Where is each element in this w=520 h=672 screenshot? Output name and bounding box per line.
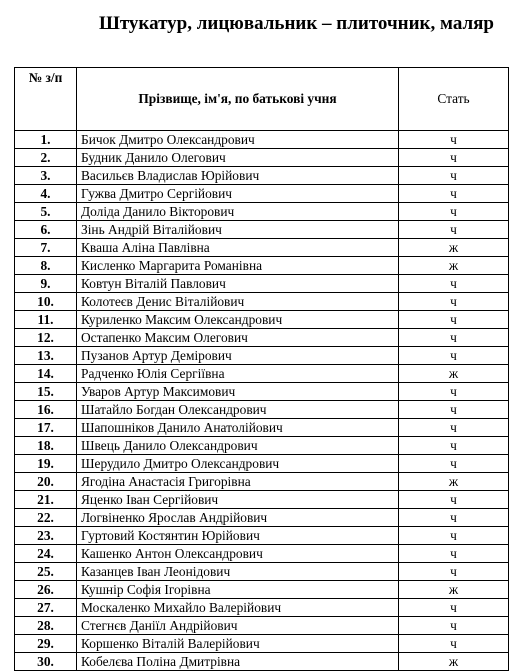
table-row	[15, 221, 509, 239]
table-row	[15, 293, 509, 311]
student-sex: ч	[399, 437, 509, 455]
table-row	[15, 545, 509, 563]
student-name: Гужва Дмитро Сергійович	[77, 185, 399, 203]
student-sex: ч	[399, 527, 509, 545]
table-row	[15, 365, 509, 383]
row-number: 14.	[15, 365, 77, 383]
page-title: Штукатур, лицювальник – плиточник, маляр	[98, 13, 494, 34]
student-sex: ч	[399, 275, 509, 293]
student-sex: ж	[399, 365, 509, 383]
table-row	[15, 581, 509, 599]
header-sex: Стать	[399, 68, 509, 131]
student-name: Ковтун Віталій Павлович	[77, 275, 399, 293]
student-sex: ч	[399, 545, 509, 563]
table-row	[15, 509, 509, 527]
row-number: 22.	[15, 509, 77, 527]
row-number: 24.	[15, 545, 77, 563]
student-name: Кваша Аліна Павлівна	[77, 239, 399, 257]
row-number: 12.	[15, 329, 77, 347]
student-sex: ч	[399, 221, 509, 239]
table-row	[15, 347, 509, 365]
row-number: 6.	[15, 221, 77, 239]
table-row	[15, 131, 509, 149]
student-name: Кисленко Маргарита Романівна	[77, 257, 399, 275]
table-row	[15, 383, 509, 401]
table-row	[15, 257, 509, 275]
table-row	[15, 527, 509, 545]
table-row	[15, 401, 509, 419]
table-row	[15, 635, 509, 653]
row-number: 29.	[15, 635, 77, 653]
student-name: Кобелєва Поліна Дмитрівна	[77, 653, 399, 671]
row-number: 3.	[15, 167, 77, 185]
student-name: Кашенко Антон Олександрович	[77, 545, 399, 563]
student-sex: ч	[399, 509, 509, 527]
table-row	[15, 617, 509, 635]
table-body	[15, 131, 509, 671]
student-name: Зінь Андрій Віталійович	[77, 221, 399, 239]
student-sex: ч	[399, 383, 509, 401]
table-row	[15, 563, 509, 581]
student-name: Будник Данило Олегович	[77, 149, 399, 167]
row-number: 28.	[15, 617, 77, 635]
student-name: Кушнір Софія Ігорівна	[77, 581, 399, 599]
table-row	[15, 239, 509, 257]
student-sex: ч	[399, 311, 509, 329]
student-sex: ч	[399, 329, 509, 347]
student-sex: ж	[399, 239, 509, 257]
table-row	[15, 167, 509, 185]
row-number: 16.	[15, 401, 77, 419]
student-name: Пузанов Артур Демірович	[77, 347, 399, 365]
table-row	[15, 653, 509, 671]
row-number: 10.	[15, 293, 77, 311]
row-number: 13.	[15, 347, 77, 365]
student-sex: ч	[399, 185, 509, 203]
student-sex: ч	[399, 131, 509, 149]
student-sex: ж	[399, 581, 509, 599]
row-number: 25.	[15, 563, 77, 581]
student-name: Ягодіна Анастасія Григорівна	[77, 473, 399, 491]
table-row	[15, 437, 509, 455]
student-sex: ч	[399, 617, 509, 635]
student-sex: ч	[399, 167, 509, 185]
student-sex: ж	[399, 473, 509, 491]
student-name: Радченко Юлія Сергіївна	[77, 365, 399, 383]
student-name: Гуртовий Костянтин Юрійович	[77, 527, 399, 545]
row-number: 11.	[15, 311, 77, 329]
table-row	[15, 419, 509, 437]
table-row	[15, 185, 509, 203]
row-number: 5.	[15, 203, 77, 221]
student-sex: ж	[399, 257, 509, 275]
student-name: Васильєв Владислав Юрійович	[77, 167, 399, 185]
student-sex: ч	[399, 635, 509, 653]
row-number: 15.	[15, 383, 77, 401]
student-sex: ж	[399, 653, 509, 671]
row-number: 23.	[15, 527, 77, 545]
row-number: 9.	[15, 275, 77, 293]
student-name: Шапошніков Данило Анатолійович	[77, 419, 399, 437]
student-name: Логвіненко Ярослав Андрійович	[77, 509, 399, 527]
student-name: Бичок Дмитро Олександрович	[77, 131, 399, 149]
row-number: 21.	[15, 491, 77, 509]
student-name: Казанцев Іван Леонідович	[77, 563, 399, 581]
table-row	[15, 149, 509, 167]
row-number: 7.	[15, 239, 77, 257]
student-name: Стегнєв Даніїл Андрійович	[77, 617, 399, 635]
row-number: 8.	[15, 257, 77, 275]
student-name: Доліда Данило Вікторович	[77, 203, 399, 221]
row-number: 30.	[15, 653, 77, 671]
student-table	[14, 67, 509, 671]
student-sex: ч	[399, 455, 509, 473]
row-number: 1.	[15, 131, 77, 149]
table-row	[15, 275, 509, 293]
row-number: 4.	[15, 185, 77, 203]
student-name: Швець Данило Олександрович	[77, 437, 399, 455]
table-row	[15, 203, 509, 221]
student-name: Куриленко Максим Олександрович	[77, 311, 399, 329]
row-number: 17.	[15, 419, 77, 437]
student-sex: ч	[399, 203, 509, 221]
student-name: Колотеєв Денис Віталійович	[77, 293, 399, 311]
row-number: 27.	[15, 599, 77, 617]
row-number: 19.	[15, 455, 77, 473]
student-name: Москаленко Михайло Валерійович	[77, 599, 399, 617]
table-row	[15, 455, 509, 473]
table-row	[15, 599, 509, 617]
student-name: Уваров Артур Максимович	[77, 383, 399, 401]
student-sex: ч	[399, 401, 509, 419]
row-number: 20.	[15, 473, 77, 491]
student-sex: ч	[399, 419, 509, 437]
student-name: Остапенко Максим Олегович	[77, 329, 399, 347]
table-row	[15, 311, 509, 329]
row-number: 2.	[15, 149, 77, 167]
header-full-name: Прізвище, ім'я, по батькові учня	[77, 68, 399, 131]
student-name: Коршенко Віталій Валерійович	[77, 635, 399, 653]
student-name: Шерудило Дмитро Олександрович	[77, 455, 399, 473]
row-number: 26.	[15, 581, 77, 599]
student-sex: ч	[399, 347, 509, 365]
student-sex: ч	[399, 599, 509, 617]
student-name: Яценко Іван Сергійович	[77, 491, 399, 509]
student-name: Шатайло Богдан Олександрович	[77, 401, 399, 419]
student-sex: ч	[399, 293, 509, 311]
student-sex: ч	[399, 491, 509, 509]
student-sex: ч	[399, 149, 509, 167]
table-header-row	[15, 68, 509, 131]
header-number: № з/п	[15, 68, 77, 131]
table-row	[15, 329, 509, 347]
student-sex: ч	[399, 563, 509, 581]
table-row	[15, 491, 509, 509]
row-number: 18.	[15, 437, 77, 455]
table-row	[15, 473, 509, 491]
